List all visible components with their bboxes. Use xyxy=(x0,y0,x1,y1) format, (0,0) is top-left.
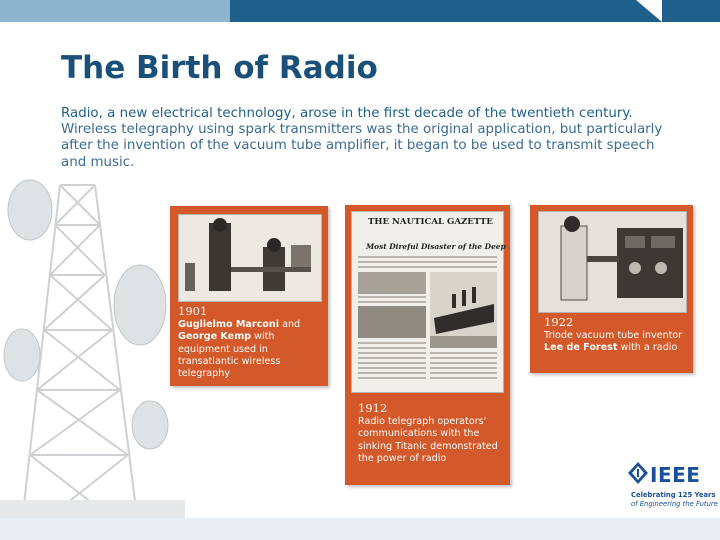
newspaper-columns xyxy=(356,256,499,388)
ieee-logo xyxy=(628,462,718,512)
card-1912-year: 1912 xyxy=(358,401,388,415)
card-1922 xyxy=(530,205,693,373)
card-1922-name: Lee de Forest xyxy=(544,342,618,354)
header-bar-light xyxy=(0,0,230,22)
card-1922-year: 1922 xyxy=(544,315,574,329)
card-1912 xyxy=(345,205,510,485)
radio-tower-illustration xyxy=(0,165,185,540)
card-1922-caption-post: with a radio xyxy=(617,342,678,354)
slide-title: The Birth of Radio xyxy=(61,50,378,86)
card-1922-caption-pre: Triode vacuum tube inventor xyxy=(544,330,683,341)
card-1901-caption xyxy=(178,319,323,380)
card-1901-name2: George Kemp xyxy=(178,331,252,343)
intro-rest: Wireless telegraphy using spark transmitters was the original application, but particularly after the invention of the vacuum tube amplifier, it began to be used to transmit speech and music. xyxy=(61,122,663,170)
card-1901-rest: with equipment used in transatlantic wireless telegraphy xyxy=(178,331,281,380)
photo-marconi-kemp xyxy=(178,214,322,302)
ieee-diamond-icon xyxy=(628,462,648,484)
top-header-band xyxy=(0,0,720,22)
card-1912-caption: Radio telegraph operators' communications with the sinking Titanic demonstrated the power of radio xyxy=(358,416,498,464)
header-notch xyxy=(636,0,662,22)
ieee-tagline-2: of Engineering the Future xyxy=(631,500,718,508)
footer-strip xyxy=(0,518,720,540)
card-1901-and: and xyxy=(279,319,301,330)
ieee-tagline-1: Celebrating 125 Years xyxy=(631,491,716,499)
card-1922-caption xyxy=(544,330,689,355)
newspaper-headline: Most Direful Disaster of the Deep xyxy=(366,242,506,251)
photo-lee-de-forest xyxy=(538,211,687,313)
card-1901-name1: Guglielmo Marconi xyxy=(178,319,280,330)
intro-lead: Radio, a new electrical technology, arose in the first decade of the twentieth century. xyxy=(61,106,633,121)
newspaper-masthead: THE NAUTICAL GAZETTE xyxy=(368,217,493,227)
intro-paragraph xyxy=(61,106,671,171)
photo-nautical-gazette xyxy=(351,211,504,393)
card-1901-year: 1901 xyxy=(178,304,208,318)
ieee-wordmark: IEEE xyxy=(650,463,701,487)
card-1901 xyxy=(170,206,328,386)
